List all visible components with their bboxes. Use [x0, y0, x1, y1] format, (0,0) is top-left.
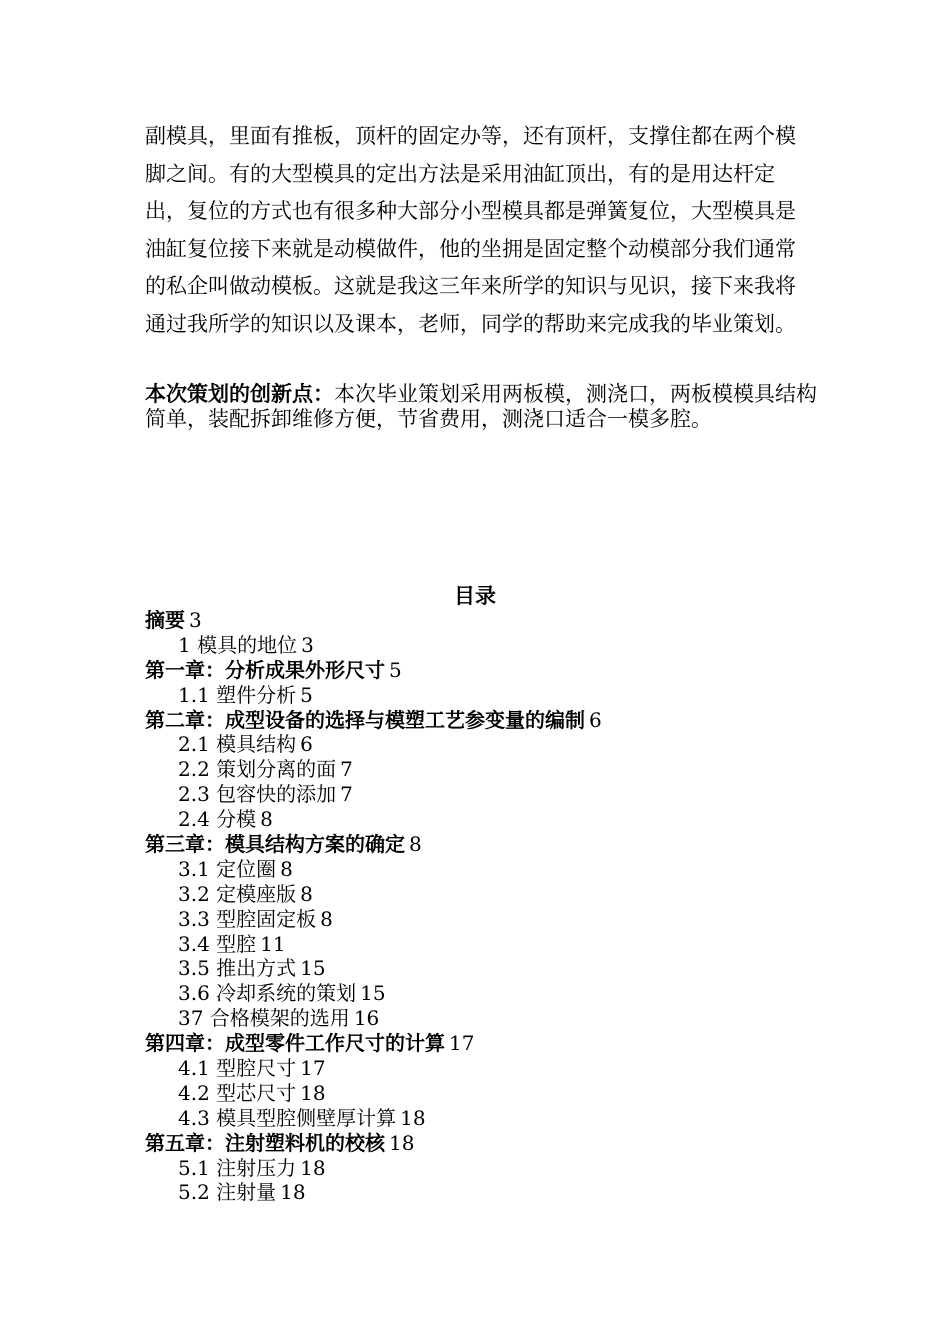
toc-section-entry[interactable] [145, 956, 845, 981]
toc-entry-title: 3.1 定位圈 [178, 856, 277, 881]
toc-entry-page: 8 [409, 832, 422, 857]
toc-section-entry[interactable] [145, 882, 845, 907]
toc-section-entry[interactable] [145, 857, 845, 882]
toc-entry-page: 5 [389, 657, 402, 682]
toc-entry-title: 3.5 推出方式 [178, 956, 297, 981]
toc-entry-page: 8 [280, 856, 293, 881]
innovation-label: 本次策划的创新点： [145, 382, 334, 406]
toc-entry-title: 5.1 注射压力 [178, 1155, 297, 1180]
toc-entry-page: 18 [389, 1130, 415, 1155]
toc-entry-title: 摘要 [145, 608, 185, 632]
table-of-contents [145, 608, 845, 1205]
toc-section-entry[interactable] [145, 782, 845, 807]
toc-entry-page: 7 [340, 757, 353, 782]
toc-entry-title: 37 合格模架的选用 [178, 1006, 350, 1031]
toc-section-entry[interactable] [145, 633, 845, 658]
toc-entry-page: 17 [449, 1031, 475, 1056]
toc-entry-title: 5.2 注射量 [178, 1180, 277, 1205]
toc-entry-page: 18 [280, 1180, 306, 1205]
toc-entry-title: 第五章：注射塑料机的校核 [145, 1130, 385, 1155]
toc-section-entry[interactable] [145, 683, 845, 708]
toc-entry-title: 2.4 分模 [178, 807, 257, 832]
toc-entry-title: 4.3 模具型腔侧壁厚计算 [178, 1105, 397, 1130]
toc-entry-page: 6 [589, 707, 602, 732]
toc-chapter-entry[interactable] [145, 708, 845, 733]
toc-entry-page: 17 [300, 1056, 326, 1081]
toc-entry-page: 3 [301, 632, 314, 657]
toc-section-entry[interactable] [145, 1081, 845, 1106]
toc-entry-title: 第四章：成型零件工作尺寸的计算 [145, 1031, 445, 1056]
toc-entry-title: 第二章：成型设备的选择与模塑工艺参变量的编制 [145, 707, 585, 732]
toc-entry-title: 3.3 型腔固定板 [178, 906, 317, 931]
toc-entry-page: 3 [189, 608, 202, 632]
toc-entry-page: 18 [300, 1080, 326, 1105]
toc-entry-title: 1.1 塑件分析 [178, 682, 297, 707]
toc-entry-title: 第一章：分析成果外形尺寸 [145, 657, 385, 682]
toc-entry-title: 4.2 型芯尺寸 [178, 1080, 297, 1105]
toc-entry-page: 6 [300, 732, 313, 757]
toc-entry-title: 1 模具的地位 [178, 632, 298, 657]
toc-chapter-entry[interactable] [145, 1131, 845, 1156]
toc-entry-page: 16 [353, 1006, 380, 1031]
body-paragraph: 副模具，里面有推板，顶杆的固定办等，还有顶杆，支撑住都在两个模脚之间。有的大型模具的定出方法是采用油缸顶出，有的是用达杆定出，复位的方式也有很多种大部分小型模具都是弹簧复位，大型模具是油缸复位接下来就是动模做件，他的坐拥是固定整个动模部分我们通常的私企叫做动模板。这就是我这三年来所学的知识与见识，接下来我将通过我所学的知识以及课本，老师，同学的帮助来完成我的毕业策划。 [145, 124, 796, 336]
toc-entry-title: 2.3 包容快的添加 [178, 782, 337, 807]
toc-section-entry[interactable] [145, 807, 845, 832]
innovation-text: 本次毕业策划采用两板模，测浇口，两板模模具结构简单，装配拆卸维修方便，节省费用，测浇口适合一模多腔。 [145, 382, 817, 431]
toc-section-entry[interactable] [145, 1156, 845, 1181]
toc-section-entry[interactable] [145, 1056, 845, 1081]
toc-section-entry[interactable] [145, 1180, 845, 1205]
toc-entry-title: 2.1 模具结构 [178, 732, 297, 757]
toc-entry-title: 第三章：模具结构方案的确定 [145, 832, 405, 857]
toc-section-entry[interactable] [145, 932, 845, 957]
toc-entry-page: 5 [300, 682, 313, 707]
toc-entry-page: 15 [300, 956, 326, 981]
toc-chapter-entry[interactable] [145, 608, 845, 633]
toc-section-entry[interactable] [145, 1006, 845, 1031]
toc-entry-page: 18 [400, 1105, 426, 1130]
toc-section-entry[interactable] [145, 757, 845, 782]
toc-section-entry[interactable] [145, 981, 845, 1006]
toc-entry-page: 18 [300, 1155, 326, 1180]
toc-entry-title: 3.4 型腔 [178, 931, 257, 956]
toc-entry-title: 3.2 定模座版 [178, 881, 297, 906]
toc-entry-page: 15 [360, 981, 386, 1006]
toc-chapter-entry[interactable] [145, 1031, 845, 1056]
toc-entry-page: 8 [300, 881, 313, 906]
toc-entry-title: 2.2 策划分离的面 [178, 757, 337, 782]
toc-entry-page: 7 [340, 782, 353, 807]
toc-section-entry[interactable] [145, 907, 845, 932]
toc-entry-page: 11 [260, 931, 286, 956]
toc-title: 目录 [454, 584, 496, 608]
innovation-paragraph [145, 382, 825, 432]
toc-section-entry[interactable] [145, 732, 845, 757]
toc-entry-title: 3.6 冷却系统的策划 [178, 981, 357, 1006]
toc-chapter-entry[interactable] [145, 658, 845, 683]
toc-chapter-entry[interactable] [145, 832, 845, 857]
toc-entry-page: 8 [260, 807, 273, 832]
toc-section-entry[interactable] [145, 1106, 845, 1131]
toc-entry-title: 4.1 型腔尺寸 [178, 1056, 297, 1081]
toc-entry-page: 8 [320, 906, 333, 931]
